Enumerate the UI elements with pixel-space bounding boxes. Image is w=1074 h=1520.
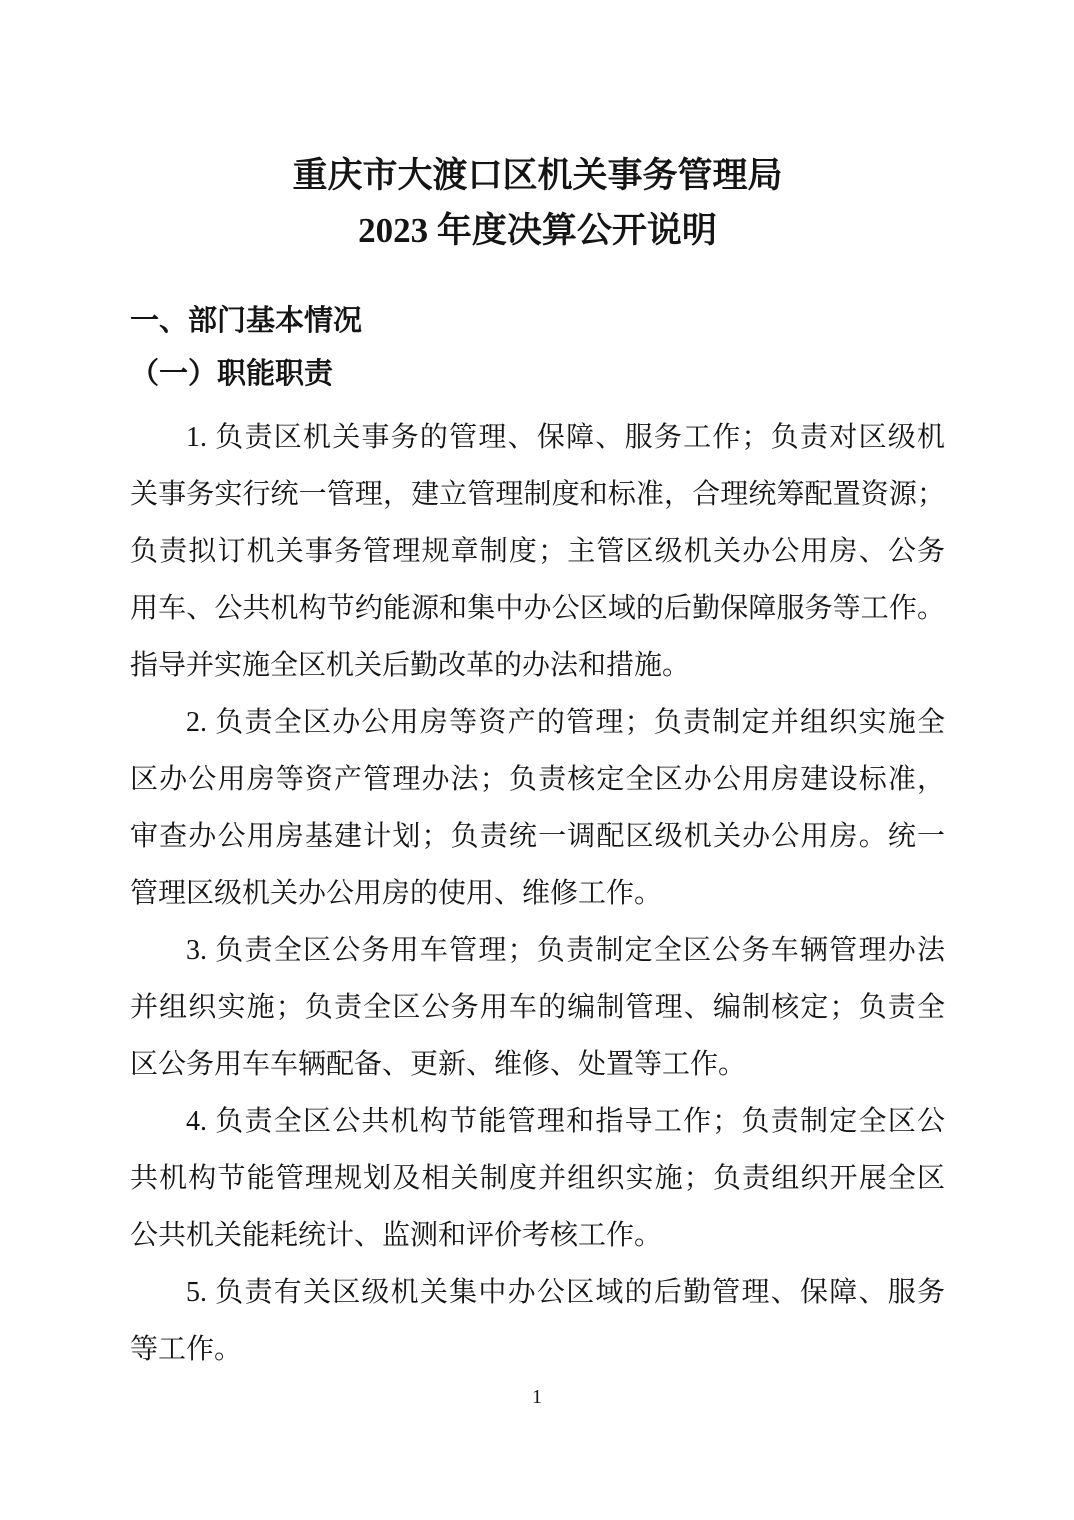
text-line: 4. 负责全区公共机构节能管理和指导工作；负责制定全区公 [186, 1106, 945, 1137]
text-line: 区公务用车车辆配备、更新、维修、处置等工作。 [130, 1049, 747, 1080]
text-line: 等工作。 [130, 1334, 243, 1365]
paragraph-2 [130, 694, 945, 922]
paragraphs [130, 409, 945, 1378]
text-line: 审查办公用房基建计划；负责统一调配区级机关办公用房。统一 [130, 821, 945, 852]
text-line: 5. 负责有关区级机关集中办公区域的后勤管理、保障、服务 [186, 1277, 945, 1308]
text-line: 区办公用房等资产管理办法；负责核定全区办公用房建设标准， [130, 764, 945, 795]
paragraph-3 [130, 922, 945, 1093]
sub-heading: （一）职能职责 [130, 358, 334, 390]
text-line: 用车、公共机构节约能源和集中办公区域的后勤保障服务等工作。 [130, 593, 945, 624]
document-content [130, 148, 945, 1378]
text-line: 2. 负责全区办公用房等资产的管理；负责制定并组织实施全 [186, 707, 945, 738]
paragraph-1 [130, 409, 945, 694]
text-line: 1. 负责区机关事务的管理、保障、服务工作；负责对区级机 [186, 422, 945, 453]
document-title [130, 148, 945, 258]
text-line: 公共机关能耗统计、监测和评价考核工作。 [130, 1220, 663, 1251]
text-line: 3. 负责全区公务用车管理；负责制定全区公务车辆管理办法 [186, 935, 945, 966]
paragraph-4 [130, 1093, 945, 1264]
text-line: 共机构节能管理规划及相关制度并组织实施；负责组织开展全区 [130, 1163, 945, 1194]
text-line: 管理区级机关办公用房的使用、维修工作。 [130, 878, 663, 909]
text-line: 并组织实施；负责全区公务用车的编制管理、编制核定；负责全 [130, 992, 945, 1023]
document-title-line-2: 2023 年度决算公开说明 [358, 211, 717, 250]
section-heading: 一、部门基本情况 [130, 305, 363, 337]
text-line: 关事务实行统一管理，建立管理制度和标准，合理统筹配置资源； [130, 479, 945, 510]
text-line: 指导并实施全区机关后勤改革的办法和措施。 [130, 650, 691, 681]
page-number: 1 [532, 1386, 542, 1408]
document-title-line-1: 重庆市大渡口区机关事务管理局 [292, 156, 783, 195]
paragraph-5 [130, 1264, 945, 1378]
text-line: 负责拟订机关事务管理规章制度；主管区级机关办公用房、公务 [130, 536, 945, 567]
